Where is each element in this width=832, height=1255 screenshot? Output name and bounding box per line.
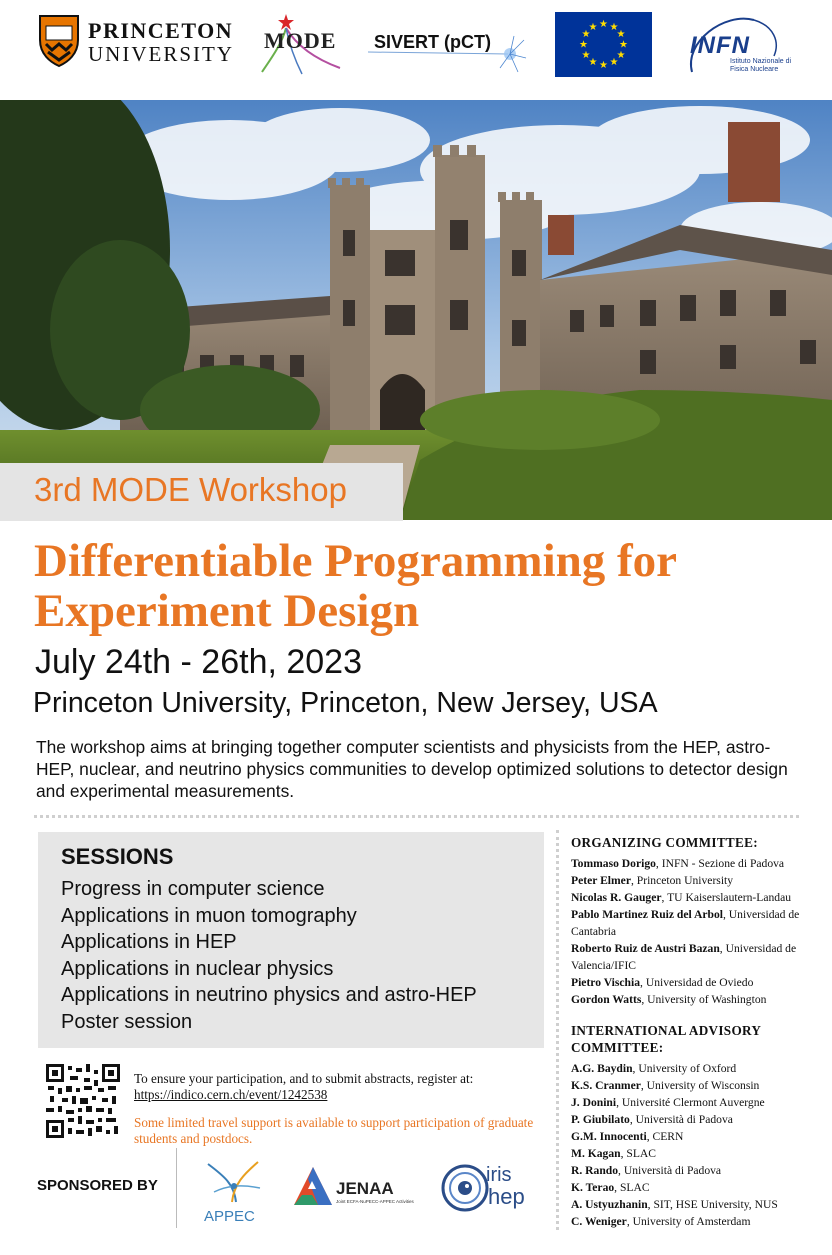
sessions-box	[38, 832, 544, 1048]
member-affiliation: , INFN - Sezione di Padova	[655, 857, 785, 870]
member-name: Roberto Ruiz de Austri Bazan	[571, 942, 720, 955]
sessions-title: SESSIONS	[61, 844, 174, 869]
registration-block	[134, 1071, 544, 1103]
workshop-banner-text: 3rd MODE Workshop	[34, 471, 347, 508]
member-affiliation: , Universidad de Cantabria	[571, 908, 800, 938]
committee-member	[571, 872, 821, 889]
mode-logo	[258, 8, 348, 78]
member-name: Nicolas R. Gauger	[571, 891, 662, 904]
registration-text: To ensure your participation, and to submit abstracts, register at:	[134, 1071, 474, 1086]
event-venue: Princeton University, Princeton, New Jersey, USA	[33, 687, 658, 719]
infn-logo	[684, 12, 794, 80]
svg-text:★: ★	[579, 39, 588, 51]
committee-member	[571, 1213, 821, 1230]
member-name: A. Ustyuzhanin	[571, 1198, 648, 1211]
member-name: Gordon Watts	[571, 993, 642, 1006]
infn-subtitle: Istituto Nazionale di Fisica Nucleare	[730, 58, 792, 74]
registration-link[interactable]: https://indico.cern.ch/event/1242538	[134, 1087, 328, 1102]
committee-member	[571, 1128, 821, 1145]
event-title: Differentiable Programming for Experiment Design	[34, 535, 677, 637]
hep-wordmark: hep	[488, 1184, 525, 1209]
member-affiliation: , SIT, HSE University, NUS	[647, 1198, 778, 1211]
iris-wordmark: iris	[486, 1164, 512, 1186]
svg-text:★: ★	[616, 50, 626, 61]
svg-text:★: ★	[609, 57, 619, 68]
committee-member	[571, 991, 821, 1008]
session-item: Applications in muon tomography	[61, 904, 357, 927]
member-affiliation: , Università di Padova	[629, 1113, 733, 1126]
committee-member	[571, 889, 821, 906]
session-item: Progress in computer science	[61, 878, 325, 900]
campus-building-image	[0, 100, 832, 520]
appec-star-icon	[200, 1158, 270, 1208]
svg-text:★: ★	[599, 60, 608, 71]
appec-logo	[200, 1158, 270, 1230]
member-name: Tommaso Dorigo	[571, 857, 656, 870]
eu-flag-logo	[555, 12, 652, 77]
member-name: K.S. Cranmer	[571, 1079, 641, 1092]
member-affiliation: , University of Amsterdam	[626, 1215, 751, 1228]
appec-wordmark: APPEC	[204, 1208, 255, 1225]
member-name: K. Terao	[571, 1181, 615, 1194]
committee-member	[571, 906, 821, 940]
logo-bar	[0, 0, 832, 100]
committee-member	[571, 1111, 821, 1128]
organizing-committee	[571, 834, 821, 1008]
member-name: R. Rando	[571, 1164, 619, 1177]
member-affiliation: , TU Kaiserslautern-Landau	[661, 891, 792, 904]
member-affiliation: , SLAC	[620, 1147, 657, 1160]
mode-wordmark: MODE	[264, 28, 337, 53]
jenaa-wordmark: JENAA	[336, 1179, 394, 1198]
workshop-banner	[0, 463, 403, 521]
committee-member	[571, 1094, 821, 1111]
advisory-committee-title: INTERNATIONAL ADVISORY COMMITTEE:	[571, 1023, 761, 1055]
committee-member	[571, 1077, 821, 1094]
member-affiliation: , University of Oxford	[632, 1062, 737, 1075]
member-name: Pablo Martinez Ruiz del Arbol	[571, 908, 723, 921]
hero-photo	[0, 100, 832, 520]
member-affiliation: , Universidad de Valencia/IFIC	[571, 942, 797, 972]
eu-stars-icon	[555, 12, 652, 77]
member-affiliation: , University of Washington	[641, 993, 767, 1006]
sponsored-by-label: SPONSORED BY	[37, 1177, 158, 1194]
svg-text:★: ★	[581, 50, 591, 61]
member-affiliation: , Università di Padova	[618, 1164, 722, 1177]
iris-hep-logo	[440, 1160, 550, 1220]
vertical-dotted-divider	[556, 830, 559, 1230]
travel-support-note: Some limited travel support is available to support participation of graduate students and postdocs.	[134, 1115, 534, 1146]
member-affiliation: , Princeton University	[630, 874, 734, 887]
jenaa-triangle-icon	[292, 1165, 334, 1213]
member-name: J. Donini	[571, 1096, 617, 1109]
svg-text:★: ★	[588, 22, 598, 33]
session-item: Applications in HEP	[61, 931, 237, 953]
committee-member	[571, 1145, 821, 1162]
member-name: M. Kagan	[571, 1147, 621, 1160]
session-item: Applications in neutrino physics and astro-HEP	[61, 984, 477, 1006]
jenaa-logo	[292, 1165, 432, 1217]
sessions-list	[61, 876, 477, 1035]
member-name: Pietro Vischia	[571, 976, 641, 989]
member-affiliation: , SLAC	[614, 1181, 650, 1194]
committee-member	[571, 940, 821, 974]
event-dates: July 24th - 26th, 2023	[35, 643, 363, 681]
svg-text:★: ★	[619, 39, 628, 51]
session-item: Poster session	[61, 1010, 193, 1033]
advisory-committee	[571, 1022, 821, 1230]
event-description: The workshop aims at bringing together computer scientists and physicists from the HEP, astro-HEP, nuclear, and neutrino physics communities to develop optimized solutions to detector design and experimental measurements.	[36, 737, 788, 801]
member-affiliation: , University of Wisconsin	[640, 1079, 760, 1092]
member-name: P. Giubilato	[571, 1113, 630, 1126]
committee-member	[571, 1162, 821, 1179]
member-affiliation: , Universidad de Oviedo	[640, 976, 754, 989]
committee-member	[571, 855, 821, 872]
svg-text:★: ★	[599, 19, 608, 30]
sponsor-divider	[176, 1148, 177, 1228]
iris-eye-icon	[440, 1160, 490, 1216]
sivert-wordmark: SIVERT (pCT)	[374, 32, 491, 52]
committee-member	[571, 974, 821, 991]
committee-member	[571, 1196, 821, 1213]
princeton-shield-icon	[38, 14, 80, 68]
svg-text:★: ★	[609, 22, 619, 33]
qr-code-icon[interactable]	[46, 1064, 120, 1138]
princeton-university: UNIVERSITY	[88, 42, 234, 66]
member-affiliation: , CERN	[646, 1130, 684, 1143]
svg-text:★: ★	[588, 57, 598, 68]
svg-text:★: ★	[616, 29, 626, 40]
member-name: A.G. Baydin	[571, 1062, 633, 1075]
dotted-divider	[34, 815, 799, 818]
member-name: G.M. Innocenti	[571, 1130, 647, 1143]
princeton-logo	[38, 14, 238, 70]
jenaa-subtitle: Joint ECFA-NuPECC-APPEC Activities	[336, 1199, 414, 1204]
member-name: C. Weniger	[571, 1215, 627, 1228]
sivert-logo	[368, 28, 528, 78]
committee-member	[571, 1179, 821, 1196]
organizing-committee-title: ORGANIZING COMMITTEE:	[571, 835, 758, 850]
member-name: Peter Elmer	[571, 874, 631, 887]
infn-wordmark: INFN	[690, 32, 750, 59]
svg-text:★: ★	[581, 29, 591, 40]
committee-member	[571, 1060, 821, 1077]
session-item: Applications in nuclear physics	[61, 957, 334, 980]
member-affiliation: , Université Clermont Auvergne	[616, 1096, 765, 1109]
princeton-name: PRINCETON	[88, 18, 234, 43]
